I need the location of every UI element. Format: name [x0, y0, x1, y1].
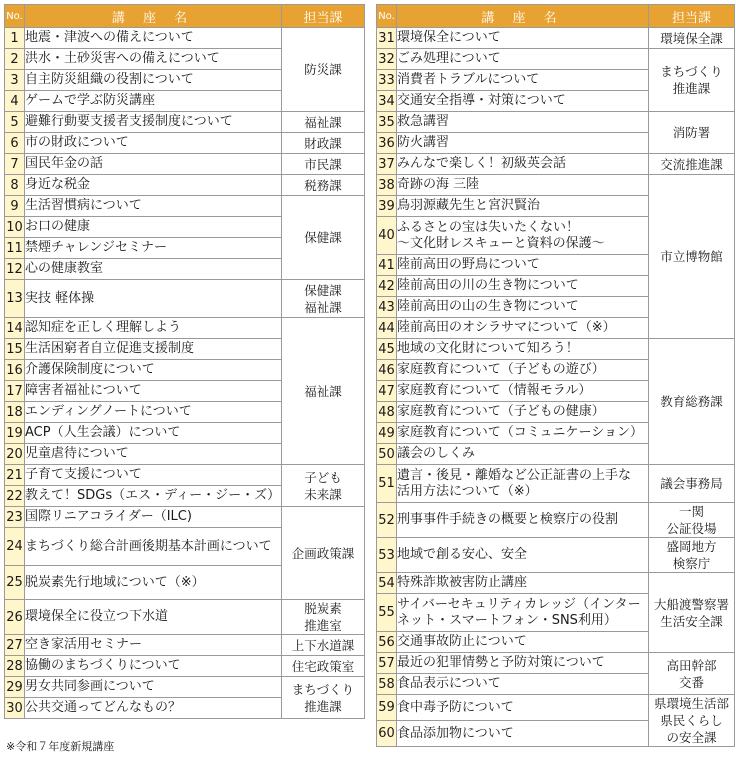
lecture-number: 42 — [377, 276, 397, 297]
department-name: 福祉課 — [304, 383, 342, 399]
department-cell — [282, 465, 365, 507]
lecture-title — [25, 465, 282, 486]
lecture-title-line: 家庭教育について（情報モラル） — [397, 383, 592, 398]
department-name: 福祉課 — [304, 299, 342, 315]
lecture-number: 37 — [377, 154, 397, 175]
lecture-title-line: 公共交通ってどんなもの？ — [25, 700, 182, 715]
lecture-title-line: ACP（人生会議）について — [25, 425, 181, 440]
lecture-title-line: 子育て支援について — [25, 467, 142, 482]
lecture-title — [397, 154, 649, 175]
lecture-number: 24 — [5, 528, 25, 566]
lecture-title-line-2: ネット・スマートフォン・SNS利用） — [397, 612, 617, 628]
lecture-title-line: 家庭教育について（子どもの健康） — [397, 404, 605, 419]
lecture-number: 60 — [377, 721, 397, 747]
department-cell — [282, 318, 365, 465]
table-row — [5, 677, 365, 698]
lecture-title-line: 心の健康教室 — [25, 261, 104, 276]
table-row — [5, 175, 365, 196]
table-row — [377, 538, 735, 573]
lecture-number: 8 — [5, 175, 25, 196]
table-row — [5, 133, 365, 154]
lecture-table-left — [4, 4, 365, 719]
department-cell — [649, 653, 735, 695]
lecture-number: 21 — [5, 465, 25, 486]
department-name: まちづくり — [291, 681, 355, 697]
lecture-title-line: 協働のまちづくりについて — [25, 658, 181, 673]
department-name: 県民くらし — [660, 713, 723, 728]
lecture-title-line: 交通安全指導・対策について — [397, 93, 566, 108]
department-name: 子ども — [304, 469, 342, 485]
department-name: 福祉課 — [304, 114, 342, 130]
department-name: 議会事務局 — [660, 476, 723, 491]
header-lecture-name-text: 講 座 名 — [111, 10, 195, 26]
lecture-number: 18 — [5, 402, 25, 423]
lecture-number: 41 — [377, 255, 397, 276]
lecture-number: 59 — [377, 695, 397, 721]
lecture-title-line: 特殊詐欺被害防止講座 — [397, 575, 528, 590]
lecture-title-line: お口の健康 — [25, 219, 91, 234]
department-cell — [649, 339, 735, 465]
lecture-number: 50 — [377, 444, 397, 465]
lecture-rows-right — [377, 28, 735, 747]
lecture-number: 43 — [377, 297, 397, 318]
department-cell — [282, 133, 365, 154]
lecture-number: 4 — [5, 91, 25, 112]
department-name: 環境保全課 — [660, 30, 723, 46]
lecture-number: 33 — [377, 70, 397, 91]
lecture-title-line: サイバーセキュリティカレッジ（インター — [397, 596, 641, 612]
lecture-title-line: 陸前高田の山の生き物について — [397, 299, 579, 314]
lecture-title — [25, 486, 282, 507]
header-lecture-name — [397, 5, 649, 28]
lecture-rows-left — [5, 28, 365, 719]
lecture-title-line: 障害者福祉について — [25, 383, 142, 398]
lecture-title-line: 地域の文化財について知ろう！ — [397, 341, 579, 356]
lecture-number: 13 — [5, 280, 25, 318]
lecture-title — [397, 444, 649, 465]
lecture-title — [397, 28, 649, 49]
lecture-title — [25, 566, 282, 600]
lecture-title — [397, 297, 649, 318]
lecture-number: 27 — [5, 635, 25, 656]
lecture-number: 3 — [5, 70, 25, 91]
lecture-number: 7 — [5, 154, 25, 175]
lecture-title-line: 児童虐待について — [25, 446, 129, 461]
table-row — [5, 112, 365, 133]
lecture-table-right — [376, 4, 735, 747]
lecture-number: 25 — [5, 566, 25, 600]
lecture-title-line: 食品表示について — [397, 676, 501, 691]
table-row — [377, 112, 735, 133]
lecture-number: 29 — [5, 677, 25, 698]
header-department: 担当課 — [649, 5, 735, 28]
department-name: 教育総務課 — [660, 394, 723, 409]
lecture-number: 40 — [377, 217, 397, 255]
department-name: 上下水道課 — [291, 637, 355, 653]
table-row — [377, 154, 735, 175]
lecture-title — [397, 175, 649, 196]
lecture-title-line: 陸前高田の川の生き物について — [397, 278, 579, 293]
lecture-number: 58 — [377, 674, 397, 695]
department-cell — [282, 656, 365, 677]
lecture-title-line: 環境保全について — [397, 30, 501, 45]
lecture-title-line: 認知症を正しく理解しよう — [25, 320, 182, 335]
lecture-title-line: ふるさとの宝は失いたくない！ — [397, 219, 580, 235]
lecture-title-line: 禁煙チャレンジセミナー — [25, 240, 167, 255]
table-row — [5, 465, 365, 486]
lecture-number: 36 — [377, 133, 397, 154]
department-name: 脱炭素 — [304, 601, 342, 616]
lecture-number: 6 — [5, 133, 25, 154]
department-name: 公証役場 — [666, 521, 717, 536]
department-name: 保健課 — [304, 282, 342, 298]
department-name: 消防署 — [672, 125, 711, 140]
lecture-title — [397, 503, 649, 538]
department-name: 交流推進課 — [660, 156, 723, 172]
lecture-title — [25, 698, 282, 719]
lecture-title — [397, 318, 649, 339]
lecture-number: 56 — [377, 632, 397, 653]
lecture-title-line: ゲームで学ぶ防災講座 — [25, 93, 156, 108]
lecture-title — [25, 49, 282, 70]
table-row — [5, 154, 365, 175]
lecture-title-line: 市の財政について — [25, 135, 129, 150]
lecture-title — [397, 360, 649, 381]
lecture-number: 22 — [5, 486, 25, 507]
department-name: 大船渡警察署 — [653, 596, 729, 612]
lecture-number: 14 — [5, 318, 25, 339]
lecture-number: 55 — [377, 594, 397, 632]
department-cell — [649, 503, 735, 538]
lecture-title-line: 鳥羽源藏先生と宮沢賢治 — [397, 198, 541, 213]
table-row — [377, 653, 735, 674]
lecture-title-line-2: 〜文化財レスキューと資料の保護〜 — [397, 235, 605, 251]
lecture-title — [25, 318, 282, 339]
lecture-title-line: 遺言・後見・離婚など公正証書の上手な — [397, 467, 632, 483]
lecture-title — [25, 600, 282, 635]
department-cell — [649, 465, 735, 503]
department-name: 市民課 — [304, 156, 342, 172]
department-name: 税務課 — [304, 177, 342, 193]
lecture-title-line: 生活困窮者自立促進支援制度 — [25, 341, 195, 356]
lecture-title-line: 奇跡の海 三陸 — [397, 177, 480, 192]
lecture-title-line: みんなで楽しく！初級英会話 — [397, 156, 567, 171]
department-name: 推進課 — [304, 698, 342, 714]
table-row — [5, 196, 365, 217]
department-name: の安全課 — [666, 730, 717, 745]
lecture-number: 15 — [5, 339, 25, 360]
department-cell — [282, 280, 365, 318]
lecture-title — [25, 133, 282, 154]
lecture-title-line: 救急講習 — [397, 114, 450, 129]
lecture-number: 52 — [377, 503, 397, 538]
department-name: 検察庁 — [672, 556, 711, 571]
lecture-number: 28 — [5, 656, 25, 677]
lecture-title-line-2: 活用方法について（※） — [397, 483, 538, 499]
lecture-title-line: 消費者トラブルについて — [397, 72, 540, 87]
lecture-title-line: 防火講習 — [397, 135, 450, 150]
department-name: 推進室 — [304, 618, 342, 633]
department-name: 生活安全課 — [660, 613, 723, 629]
lecture-title — [397, 70, 649, 91]
header-no: No. — [5, 5, 25, 28]
lecture-title — [25, 238, 282, 259]
lecture-number: 10 — [5, 217, 25, 238]
lecture-title-line: 教えて！SDGs（エス・ディー・ジー・ズ） — [25, 488, 281, 503]
department-name: 住宅政策室 — [291, 658, 355, 674]
header-department: 担当課 — [282, 5, 365, 28]
lecture-number: 39 — [377, 196, 397, 217]
lecture-title-line: 避難行動要支援者支援制度について — [25, 114, 233, 129]
lecture-title — [397, 276, 649, 297]
table-row — [377, 175, 735, 196]
lecture-title-line: 空き家活用セミナー — [25, 637, 143, 652]
department-cell — [282, 600, 365, 635]
lecture-title-line: まちづくり総合計画後期基本計画について — [25, 538, 272, 554]
lecture-title-line: 国民年金の話 — [25, 156, 104, 171]
table-row — [377, 573, 735, 594]
lecture-title — [397, 255, 649, 276]
table-row — [5, 507, 365, 528]
lecture-title — [25, 402, 282, 423]
department-cell — [649, 695, 735, 747]
lecture-title — [25, 423, 282, 444]
lecture-number: 49 — [377, 423, 397, 444]
table-header — [377, 5, 735, 28]
department-name: 財政課 — [304, 135, 342, 151]
lecture-title-line: 陸前高田のオシラサマについて（※） — [397, 320, 616, 335]
lecture-title — [397, 402, 649, 423]
lecture-title-line: 環境保全に役立つ下水道 — [25, 609, 169, 624]
lecture-title — [397, 217, 649, 255]
lecture-title-line: 刑事事件手続きの概要と検察庁の役割 — [397, 512, 619, 527]
lecture-title — [397, 196, 649, 217]
department-cell — [649, 154, 735, 175]
lecture-title — [25, 175, 282, 196]
lecture-number: 11 — [5, 238, 25, 259]
department-cell — [282, 28, 365, 112]
department-cell — [649, 112, 735, 154]
table-row — [377, 339, 735, 360]
lecture-title — [25, 677, 282, 698]
lecture-title — [397, 381, 649, 402]
department-cell — [282, 507, 365, 600]
department-cell — [282, 154, 365, 175]
lecture-title — [397, 695, 649, 721]
lecture-title-line: 家庭教育について（子どもの遊び） — [397, 362, 605, 377]
lecture-title — [25, 656, 282, 677]
lecture-title — [397, 594, 649, 632]
table-row — [377, 465, 735, 503]
table-row — [5, 635, 365, 656]
lecture-number: 48 — [377, 402, 397, 423]
department-cell — [649, 175, 735, 339]
table-row — [5, 600, 365, 635]
lecture-title-line: 洪水・土砂災害への備えについて — [25, 51, 220, 66]
department-name: 交番 — [678, 674, 704, 690]
lecture-title — [25, 360, 282, 381]
lecture-number: 17 — [5, 381, 25, 402]
lecture-number: 23 — [5, 507, 25, 528]
department-name: 一関 — [678, 504, 704, 519]
lecture-title — [397, 339, 649, 360]
lecture-title — [25, 70, 282, 91]
header-lecture-name-text: 講 座 名 — [481, 10, 564, 26]
lecture-title — [25, 154, 282, 175]
lecture-title — [25, 444, 282, 465]
lecture-number: 45 — [377, 339, 397, 360]
lecture-number: 32 — [377, 49, 397, 70]
lecture-number: 19 — [5, 423, 25, 444]
department-cell — [649, 538, 735, 573]
lecture-title-line: 地震・津波への備えについて — [25, 30, 194, 45]
lecture-number: 9 — [5, 196, 25, 217]
lecture-title — [397, 465, 649, 503]
lecture-title — [397, 653, 649, 674]
department-name: 未来課 — [304, 486, 342, 502]
lecture-title — [397, 112, 649, 133]
lecture-title-line: 自主防災組織の役割について — [25, 72, 194, 87]
header-no: No. — [377, 5, 397, 28]
lecture-title — [397, 423, 649, 444]
lecture-title — [25, 280, 282, 318]
lecture-title — [25, 635, 282, 656]
lecture-number: 16 — [5, 360, 25, 381]
table-row — [5, 318, 365, 339]
lecture-number: 51 — [377, 465, 397, 503]
lecture-number: 47 — [377, 381, 397, 402]
lecture-title — [397, 49, 649, 70]
table-row — [5, 28, 365, 49]
lecture-title-line: ごみ処理について — [397, 51, 501, 66]
lecture-title — [25, 91, 282, 112]
lecture-title-line: 家庭教育について（コミュニケーション） — [397, 425, 643, 440]
department-cell — [282, 175, 365, 196]
lecture-title-line: 国際リニアコライダー（ILC) — [25, 509, 192, 524]
department-name: 高田幹部 — [666, 657, 717, 673]
lecture-title-line: 議会のしくみ — [397, 446, 476, 461]
lecture-number: 5 — [5, 112, 25, 133]
lecture-number: 35 — [377, 112, 397, 133]
lecture-title-line: 食品添加物について — [397, 725, 514, 741]
lecture-title — [397, 632, 649, 653]
lecture-title-line: 身近な税金 — [25, 177, 91, 192]
lecture-title — [25, 112, 282, 133]
department-cell — [282, 196, 365, 280]
lecture-number: 46 — [377, 360, 397, 381]
lecture-title — [397, 538, 649, 573]
table-row — [5, 280, 365, 318]
table-row — [377, 695, 735, 721]
lecture-number: 12 — [5, 259, 25, 280]
lecture-number: 54 — [377, 573, 397, 594]
lecture-title-line: 交通事故防止について — [397, 634, 527, 649]
lecture-number: 2 — [5, 49, 25, 70]
lecture-number: 20 — [5, 444, 25, 465]
lecture-number: 1 — [5, 28, 25, 49]
table-header — [5, 5, 365, 28]
lecture-number: 26 — [5, 600, 25, 635]
department-cell — [282, 635, 365, 656]
department-name: 県環境生活部 — [653, 696, 729, 711]
lecture-title — [397, 721, 649, 747]
department-name: 企画政策課 — [291, 545, 355, 561]
table-row — [377, 28, 735, 49]
lecture-number: 38 — [377, 175, 397, 196]
lecture-title — [25, 507, 282, 528]
lecture-title-line: 男女共同参画について — [25, 679, 155, 694]
lecture-title-line: 脱炭素先行地域について（※） — [25, 574, 205, 590]
lecture-number: 34 — [377, 91, 397, 112]
lecture-number: 57 — [377, 653, 397, 674]
department-cell — [282, 112, 365, 133]
lecture-title — [397, 91, 649, 112]
lecture-number: 31 — [377, 28, 397, 49]
department-name: 保健課 — [304, 230, 342, 245]
header-lecture-name — [25, 5, 282, 28]
lecture-title — [25, 28, 282, 49]
department-cell — [282, 677, 365, 719]
lecture-title-line: 最近の犯罪情勢と予防対策について — [397, 655, 605, 670]
lecture-title-line: 介護保険制度について — [25, 362, 155, 377]
lecture-title-line: 生活習慣病について — [25, 198, 142, 213]
lecture-title — [25, 381, 282, 402]
table-row — [377, 49, 735, 70]
lecture-number: 53 — [377, 538, 397, 573]
department-name: 推進課 — [672, 81, 711, 96]
department-name: 防災課 — [304, 62, 342, 77]
lecture-title — [25, 217, 282, 238]
department-cell — [649, 28, 735, 49]
lecture-title-line: 地域で創る安心、安全 — [397, 547, 528, 562]
department-name: まちづくり — [660, 64, 723, 79]
lecture-title-line: エンディングノートについて — [25, 404, 192, 419]
lecture-title — [25, 259, 282, 280]
footnote: ※令和７年度新規講座 — [6, 740, 115, 753]
lecture-title-line: 陸前高田の野鳥について — [397, 257, 540, 272]
department-name: 市立博物館 — [660, 249, 723, 264]
lecture-title — [25, 528, 282, 566]
department-cell — [649, 49, 735, 112]
lecture-title-line: 食中毒予防について — [397, 699, 514, 715]
lecture-number: 44 — [377, 318, 397, 339]
department-cell — [649, 573, 735, 653]
lecture-title — [25, 339, 282, 360]
lecture-number: 30 — [5, 698, 25, 719]
lecture-title-line: 実技 軽体操 — [25, 290, 95, 306]
department-name: 盛岡地方 — [666, 539, 717, 554]
lecture-title — [397, 674, 649, 695]
lecture-title — [397, 573, 649, 594]
lecture-title — [397, 133, 649, 154]
table-row — [377, 503, 735, 538]
lecture-title — [25, 196, 282, 217]
table-row — [5, 656, 365, 677]
